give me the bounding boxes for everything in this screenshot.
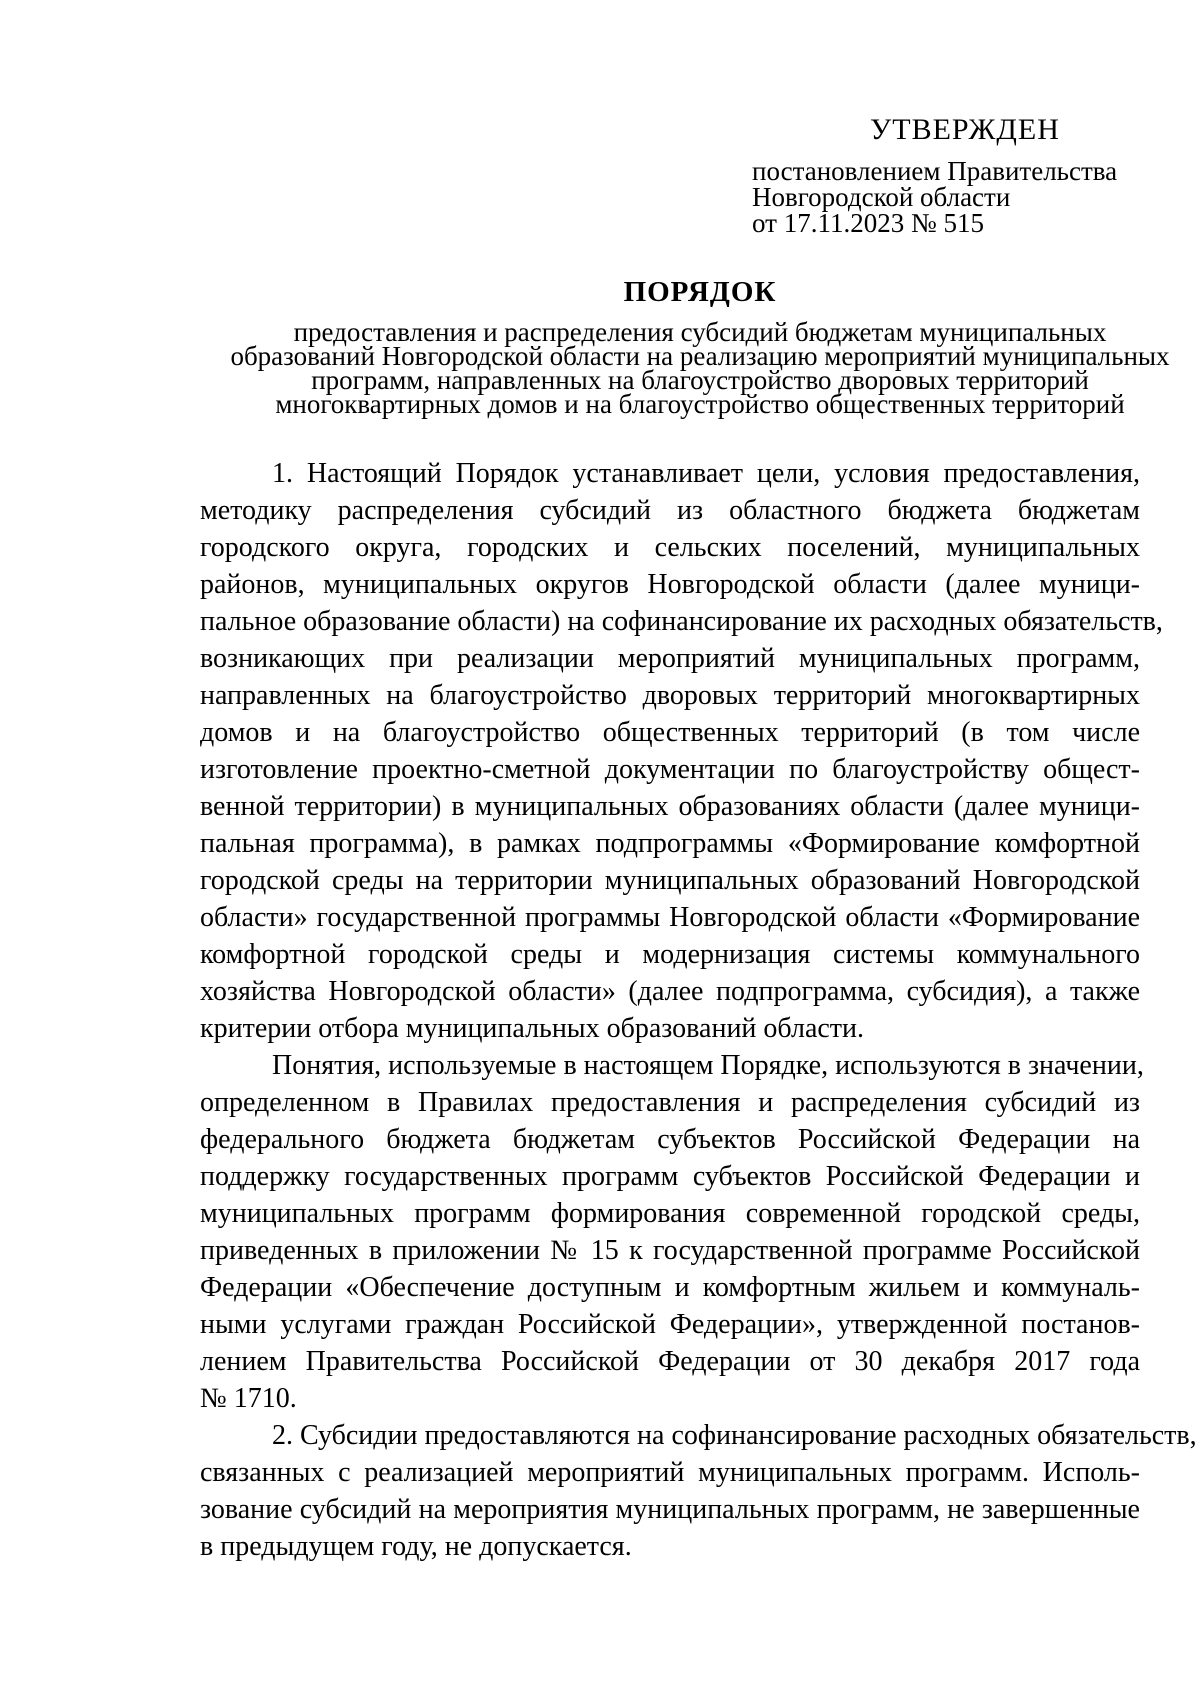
- subtitle-line: многоквартирных домов и на благоустройство общественных территорий: [275, 389, 1125, 419]
- text-line: методику распределения субсидий из областного бюджета бюджетам: [200, 495, 1140, 526]
- text-line: 2. Субсидии предоставляются на софинансирование расходных обязательств,: [272, 1420, 1197, 1451]
- text-line: поддержку государственных программ субъектов Российской Федерации и: [200, 1161, 1140, 1192]
- text-line: городского округа, городских и сельских поселений, муниципальных: [200, 532, 1140, 563]
- text-line: критерии отбора муниципальных образований области.: [200, 1013, 865, 1044]
- text-line: изготовление проектно-сметной документации по благоустройству общест-: [200, 754, 1140, 785]
- text-line: комфортной городской среды и модернизация системы коммунального: [200, 939, 1140, 970]
- text-line: венной территории) в муниципальных образованиях области (далее муници-: [200, 791, 1140, 822]
- text-line: направленных на благоустройство дворовых территорий многоквартирных: [200, 680, 1140, 711]
- approval-stamp-details: [752, 158, 1117, 236]
- text-line: ными услугами граждан Российской Федерации», утвержденной постанов-: [200, 1309, 1140, 1340]
- approval-line: Новгородской области: [752, 182, 1011, 212]
- text-line: лением Правительства Российской Федерации от 30 декабря 2017 года: [200, 1346, 1140, 1377]
- paragraph-2: [200, 1047, 1144, 1417]
- paragraph-3: [200, 1417, 1197, 1565]
- approval-line: постановлением Правительства: [752, 156, 1118, 186]
- text-line: пальная программа), в рамках подпрограммы «Формирование комфортной: [200, 828, 1140, 859]
- text-line: приведенных в приложении № 15 к государственной программе Российской: [200, 1235, 1140, 1266]
- subtitle-line: образований Новгородской области на реализацию мероприятий муниципальных: [230, 341, 1170, 371]
- document-body: [200, 455, 1197, 1565]
- text-line: муниципальных программ формирования современной городской среды,: [200, 1198, 1140, 1229]
- text-line: связанных с реализацией мероприятий муниципальных программ. Исполь-: [200, 1457, 1140, 1488]
- text-line: в предыдущем году, не допускается.: [200, 1531, 632, 1562]
- text-line: хозяйства Новгородской области» (далее подпрограмма, субсидия), а также: [200, 976, 1140, 1007]
- approval-line: от 17.11.2023 № 515: [752, 208, 984, 238]
- text-line: федерального бюджета бюджетам субъектов Российской Федерации на: [200, 1124, 1140, 1155]
- paragraph-1: [200, 455, 1163, 1047]
- text-line: 1. Настоящий Порядок устанавливает цели, условия предоставления,: [272, 458, 1140, 489]
- text-line: возникающих при реализации мероприятий муниципальных программ,: [200, 643, 1140, 674]
- document-title: ПОРЯДОК: [623, 276, 777, 308]
- text-line: районов, муниципальных округов Новгородской области (далее муници-: [200, 569, 1140, 600]
- text-line: Понятия, используемые в настоящем Порядке, используются в значении,: [272, 1050, 1144, 1081]
- text-line: домов и на благоустройство общественных территорий (в том числе: [200, 717, 1140, 748]
- document-subtitle: [200, 317, 1200, 419]
- text-line: городской среды на территории муниципальных образований Новгородской: [200, 865, 1140, 896]
- text-line: зование субсидий на мероприятия муниципальных программ, не завершенные: [200, 1494, 1140, 1525]
- text-line: № 1710.: [200, 1383, 297, 1414]
- text-line: пальное образование области) на софинансирование их расходных обязательств,: [200, 606, 1163, 637]
- text-line: Федерации «Обеспечение доступным и комфортным жильем и коммуналь-: [200, 1272, 1140, 1303]
- subtitle-line: предоставления и распределения субсидий бюджетам муниципальных: [293, 317, 1107, 347]
- approval-stamp-title: УТВЕРЖДЕН: [870, 113, 1060, 146]
- text-line: определенном в Правилах предоставления и распределения субсидий из: [200, 1087, 1140, 1118]
- subtitle-line: программ, направленных на благоустройство дворовых территорий: [311, 365, 1089, 395]
- text-line: области» государственной программы Новгородской области «Формирование: [200, 902, 1140, 933]
